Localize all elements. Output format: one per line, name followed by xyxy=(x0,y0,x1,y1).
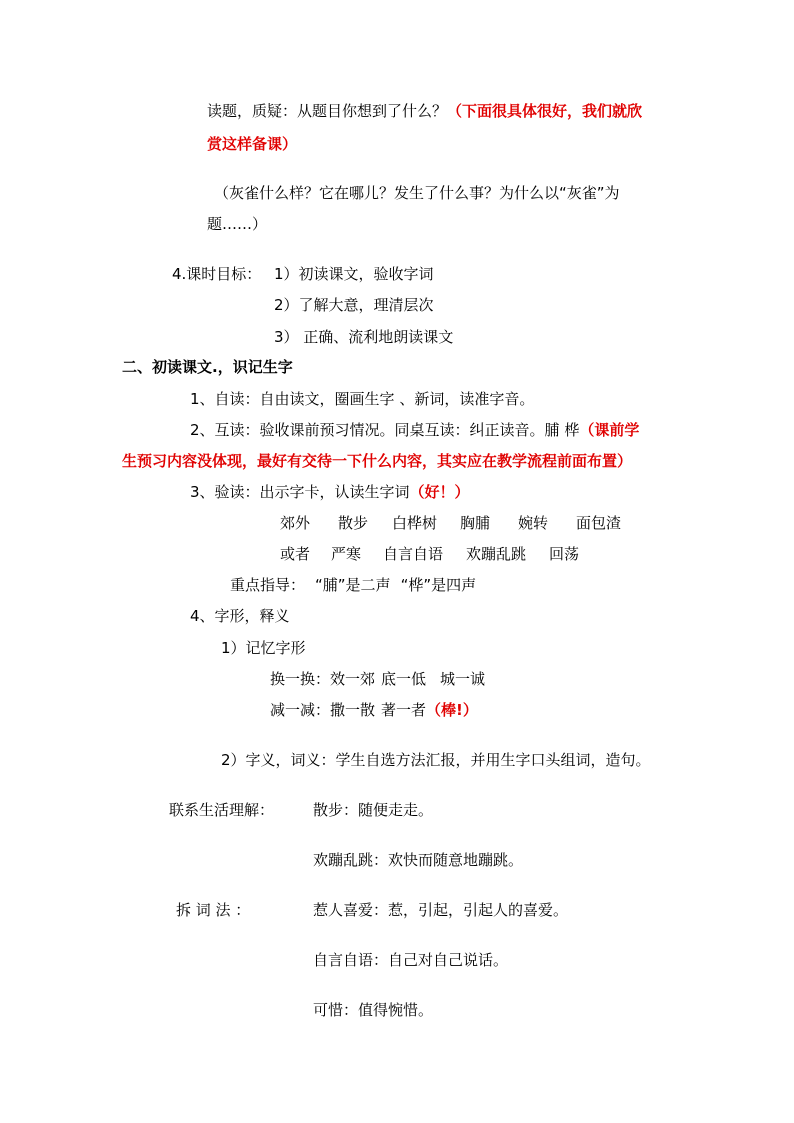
life-label: 联系生活理解： xyxy=(169,801,275,819)
step-2 xyxy=(190,420,639,440)
comment-continued: 赏这样备课） xyxy=(207,135,298,153)
minus-a: 减一减：撒一散 xyxy=(270,701,376,719)
step-1: 1、自读：自由读文，圈画生字 、新词，读准字音。 xyxy=(190,390,535,408)
word: 严寒 xyxy=(331,545,362,563)
minus-b: 著一者 xyxy=(381,701,427,719)
word: 郊外 xyxy=(280,514,311,532)
step-4: 4、字形，释义 xyxy=(190,607,290,625)
key-label: 重点指导： xyxy=(230,576,306,594)
swap-b: 底一低 xyxy=(381,670,427,688)
step-2-comment: （课前学 xyxy=(579,421,640,439)
step-2-text: 2、互读：验收课前预习情况。同桌互读：纠正读音。脯 桦 xyxy=(190,421,580,439)
sub-step-1: 1）记忆字形 xyxy=(221,639,306,657)
sub-step-2: 2）字义，词义：学生自选方法汇报，并用生字口头组词，造句。 xyxy=(221,751,651,769)
word: 面包渣 xyxy=(576,514,622,532)
key-guidance xyxy=(230,575,476,595)
step-2-comment-continued: 生预习内容没体现，最好有交待一下什么内容，其实应在教学流程前面布置） xyxy=(122,452,633,470)
swap-a: 换一换：效一郊 xyxy=(270,670,376,688)
step-3-text: 3、验读：出示字卡，认读生字词 xyxy=(190,483,410,501)
word: 散步 xyxy=(338,514,369,532)
swap-line xyxy=(270,669,485,689)
goal-item-3: 3） 正确、流利地朗读课文 xyxy=(274,328,454,346)
minus-line xyxy=(270,700,478,720)
comment-text: （下面很具体很好，我们就欣 xyxy=(447,102,643,120)
word: 白桦树 xyxy=(392,514,438,532)
step-3-comment: （好！） xyxy=(409,483,470,501)
word: 或者 xyxy=(280,545,311,563)
step-3 xyxy=(190,482,470,502)
goal-item-1: 1）初读课文，验收字词 xyxy=(274,265,434,283)
swap-c: 城一诚 xyxy=(440,670,486,688)
section-heading: 二、初读课文.，识记生字 xyxy=(122,358,293,376)
minus-comment: （棒!） xyxy=(426,701,478,719)
word-row-1 xyxy=(280,513,621,533)
life-item-1: 散步：随便走走。 xyxy=(313,801,434,819)
question-line xyxy=(207,101,642,121)
split-label: 拆 词 法 ： xyxy=(176,901,251,919)
goal-label: 4.课时目标： xyxy=(172,265,262,283)
key-tone-1: “脯”是二声 xyxy=(315,576,391,594)
word: 自言自语 xyxy=(383,545,444,563)
life-item-2: 欢蹦乱跳：欢快而随意地蹦跳。 xyxy=(313,851,524,869)
word: 婉转 xyxy=(518,514,549,532)
question-text: 读题，质疑：从题目你想到了什么？ xyxy=(207,102,448,120)
key-tone-2: “桦”是四声 xyxy=(400,576,477,594)
split-item-3: 可惜：值得惋惜。 xyxy=(313,1001,434,1019)
word: 欢蹦乱跳 xyxy=(466,545,527,563)
word-row-2 xyxy=(280,544,579,564)
word: 回荡 xyxy=(549,545,580,563)
sub-question-line: （灰雀什么样？它在哪儿？发生了什么事？为什么以“灰雀”为 xyxy=(214,184,620,202)
split-item-1: 惹人喜爱：惹，引起，引起人的喜爱。 xyxy=(313,901,569,919)
word: 胸脯 xyxy=(460,514,491,532)
split-item-2: 自言自语：自己对自己说话。 xyxy=(313,951,509,969)
sub-question-continued: 题……） xyxy=(207,215,268,233)
goal-item-2: 2）了解大意，理清层次 xyxy=(274,296,434,314)
